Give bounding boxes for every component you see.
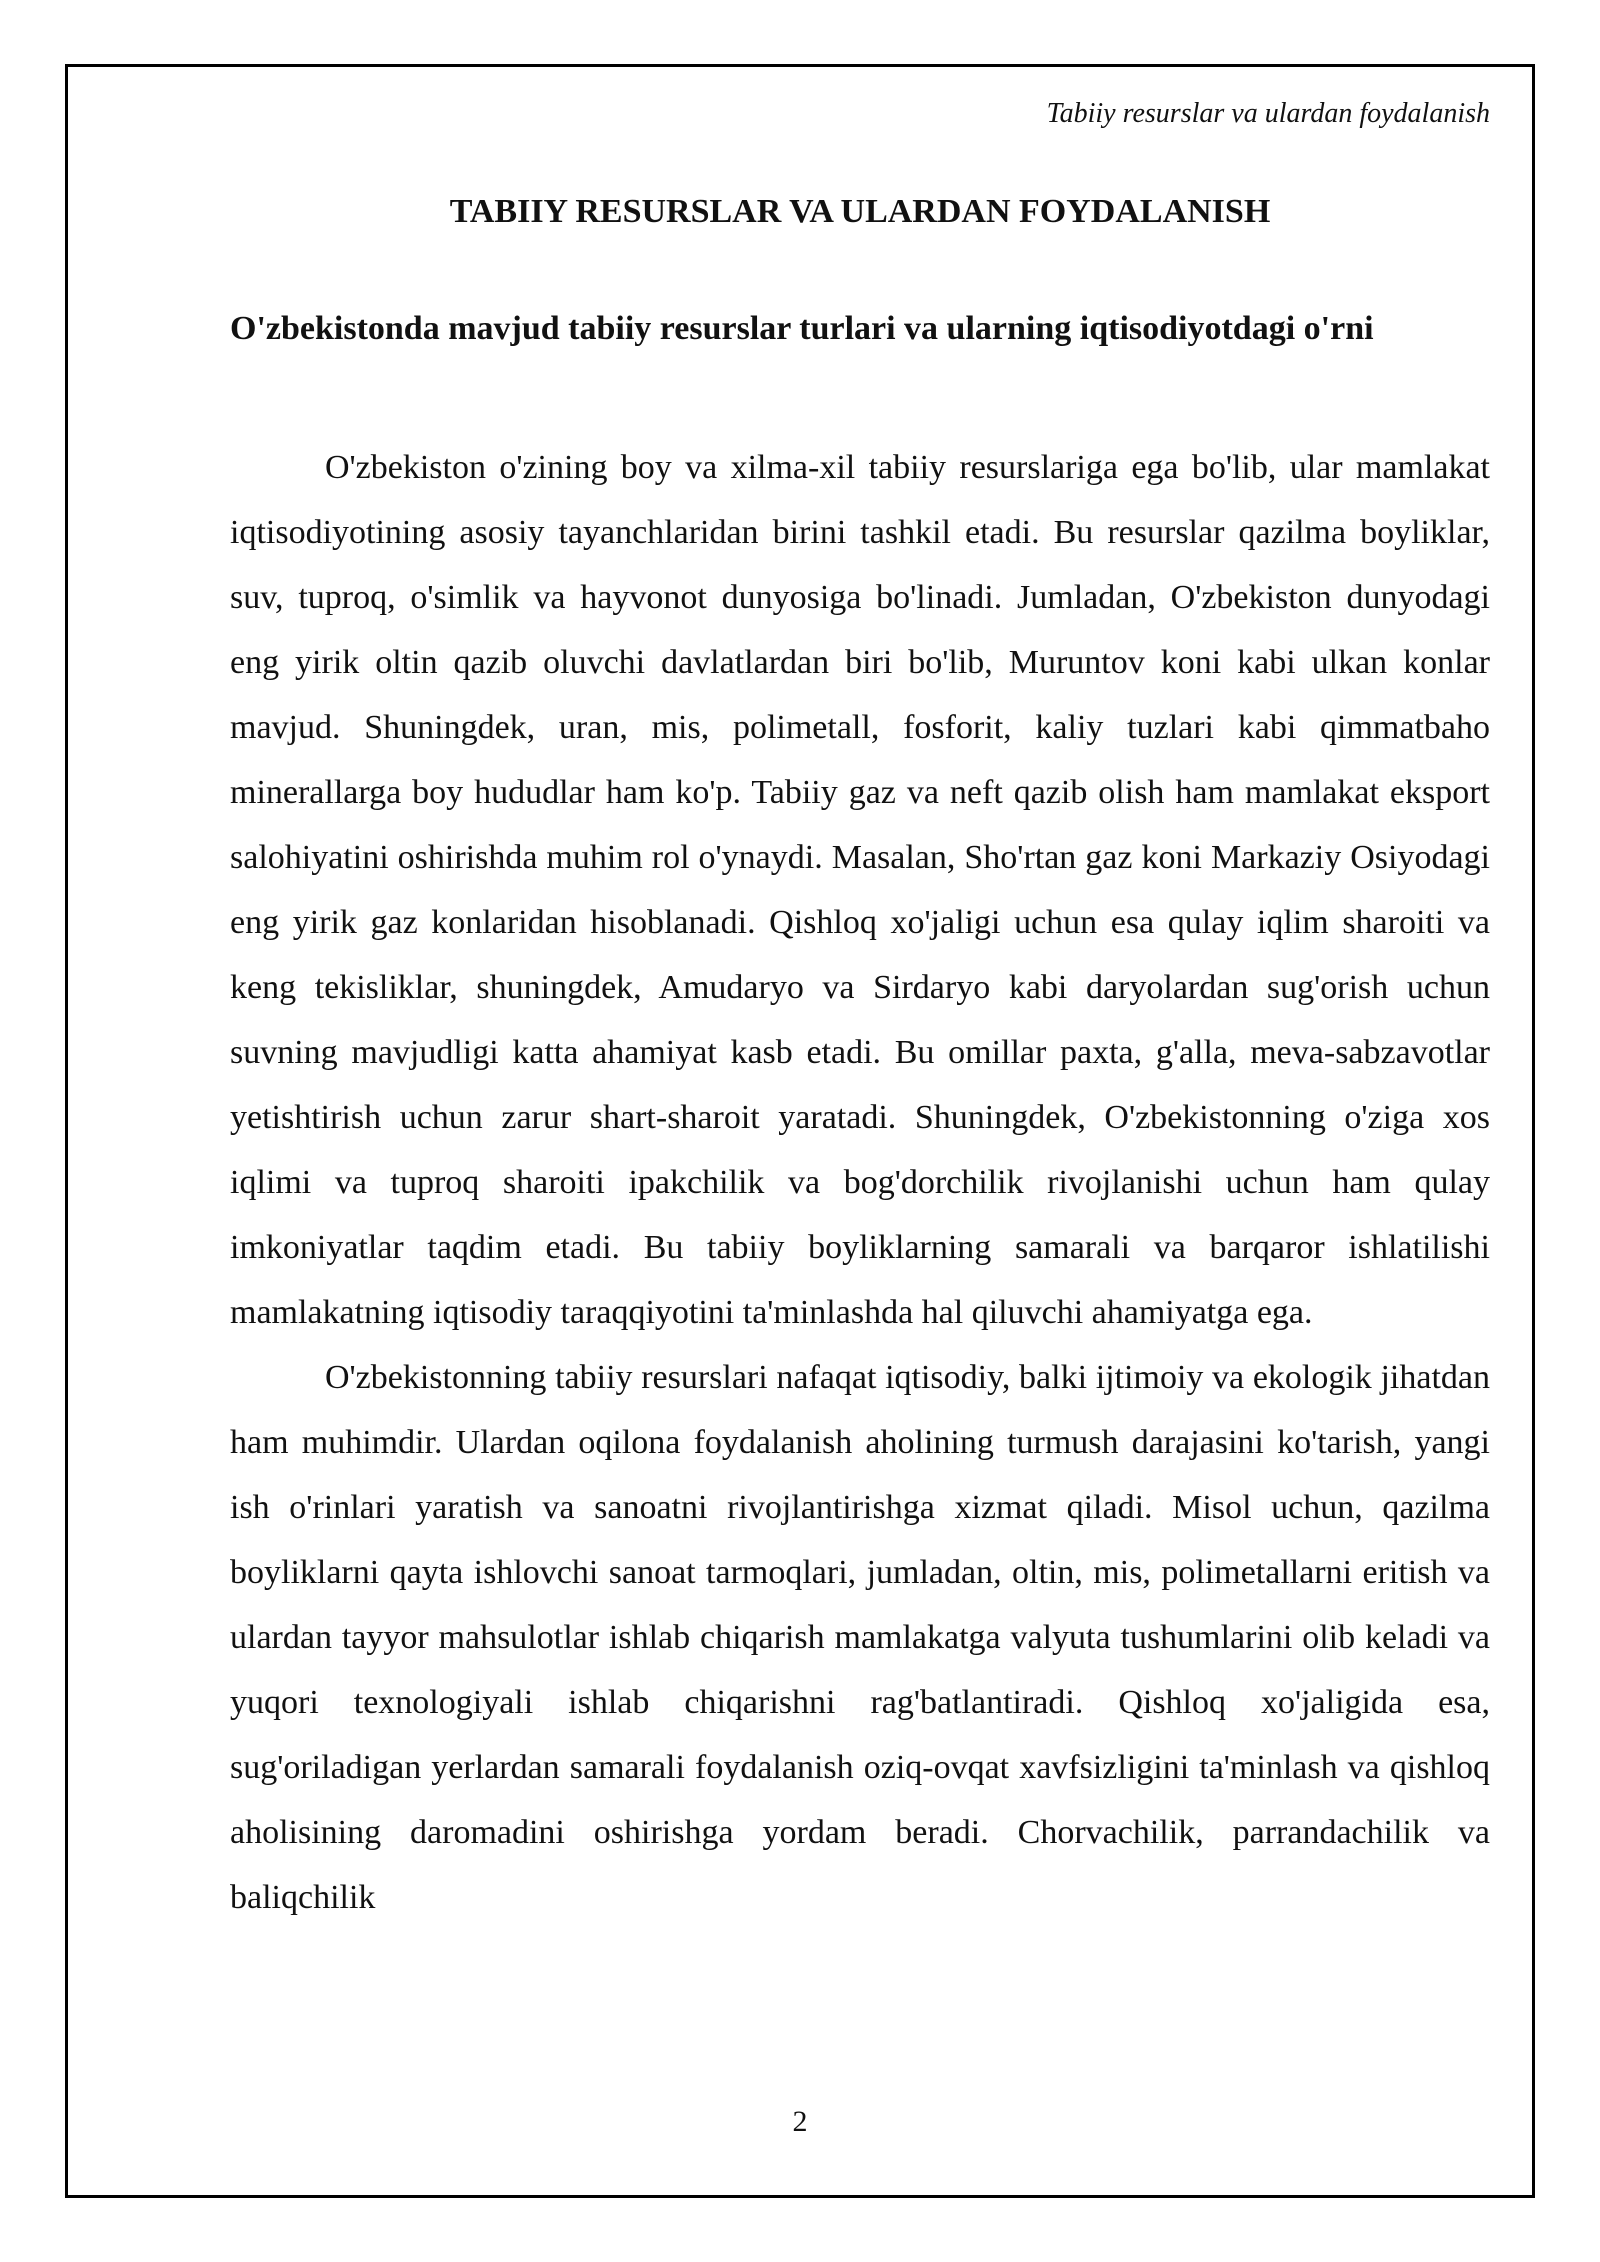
paragraph: O'zbekistonning tabiiy resurslari nafaqat iqtisodiy, balki ijtimoiy va ekologik jihatdan ham muhimdir. Ulardan oqilona foydalanish aholining turmush darajasini ko'tarish, yangi ish o'rinlari yaratish va sanoatni rivojlantirishga xizmat qiladi. Misol uchun, qazilma boyliklarni qayta ishlovchi sanoat tarmoqlari, jumladan, oltin, mis, polimetallarni eritish va ulardan tayyor mahsulotlar ishlab chiqarish mamlakatga valyuta tushumlarini olib keladi va yuqori texnologiyali ishlab chiqarishni rag'batlantiradi. Qishloq xo'jaligida esa, sug'oriladigan yerlardan samarali foydalanish oziq-ovqat xavfsizligini ta'minlash va qishloq aholisining daromadini oshirishga yordam beradi. Chorvachilik, parrandachilik va baliqchilik [230, 1359, 1490, 1916]
body-text [230, 435, 1490, 1930]
paragraph: O'zbekiston o'zining boy va xilma-xil tabiiy resurslariga ega bo'lib, ular mamlakat iqtisodiyotining asosiy tayanchlaridan birini tashkil etadi. Bu resurslar qazilma boyliklar, suv, tuproq, o'simlik va hayvonot dunyosiga bo'linadi. Jumladan, O'zbekiston dunyodagi eng yirik oltin qazib oluvchi davlatlardan biri bo'lib, Muruntov koni kabi ulkan konlar mavjud. Shuningdek, uran, mis, polimetall, fosforit, kaliy tuzlari kabi qimmatbaho minerallarga boy hududlar ham ko'p. Tabiiy gaz va neft qazib olish ham mamlakat eksport salohiyatini oshirishda muhim rol o'ynaydi. Masalan, Sho'rtan gaz koni Markaziy Osiyodagi eng yirik gaz konlaridan hisoblanadi. Qishloq xo'jaligi uchun esa qulay iqlim sharoiti va keng tekisliklar, shuningdek, Amudaryo va Sirdaryo kabi daryolardan sug'orish uchun suvning mavjudligi katta ahamiyat kasb etadi. Bu omillar paxta, g'alla, meva-sabzavotlar yetishtirish uchun zarur shart-sharoit yaratadi. Shuningdek, O'zbekistonning o'ziga xos iqlimi va tuproq sharoiti ipakchilik va bog'dorchilik rivojlanishi uchun ham qulay imkoniyatlar taqdim etadi. Bu tabiiy boyliklarning samarali va barqaror ishlatilishi mamlakatning iqtisodiy taraqqiyotini ta'minlashda hal qiluvchi ahamiyatga ega. [230, 449, 1490, 1331]
page-number: 2 [792, 2105, 808, 2138]
section-heading: O'zbekistonda mavjud tabiiy resurslar turlari va ularning iqtisodiyotdagi o'rni [230, 310, 1374, 347]
document-title: TABIIY RESURSLAR VA ULARDAN FOYDALANISH [449, 193, 1271, 230]
running-header: Tabiiy resurslar va ulardan foydalanish [1046, 98, 1490, 129]
